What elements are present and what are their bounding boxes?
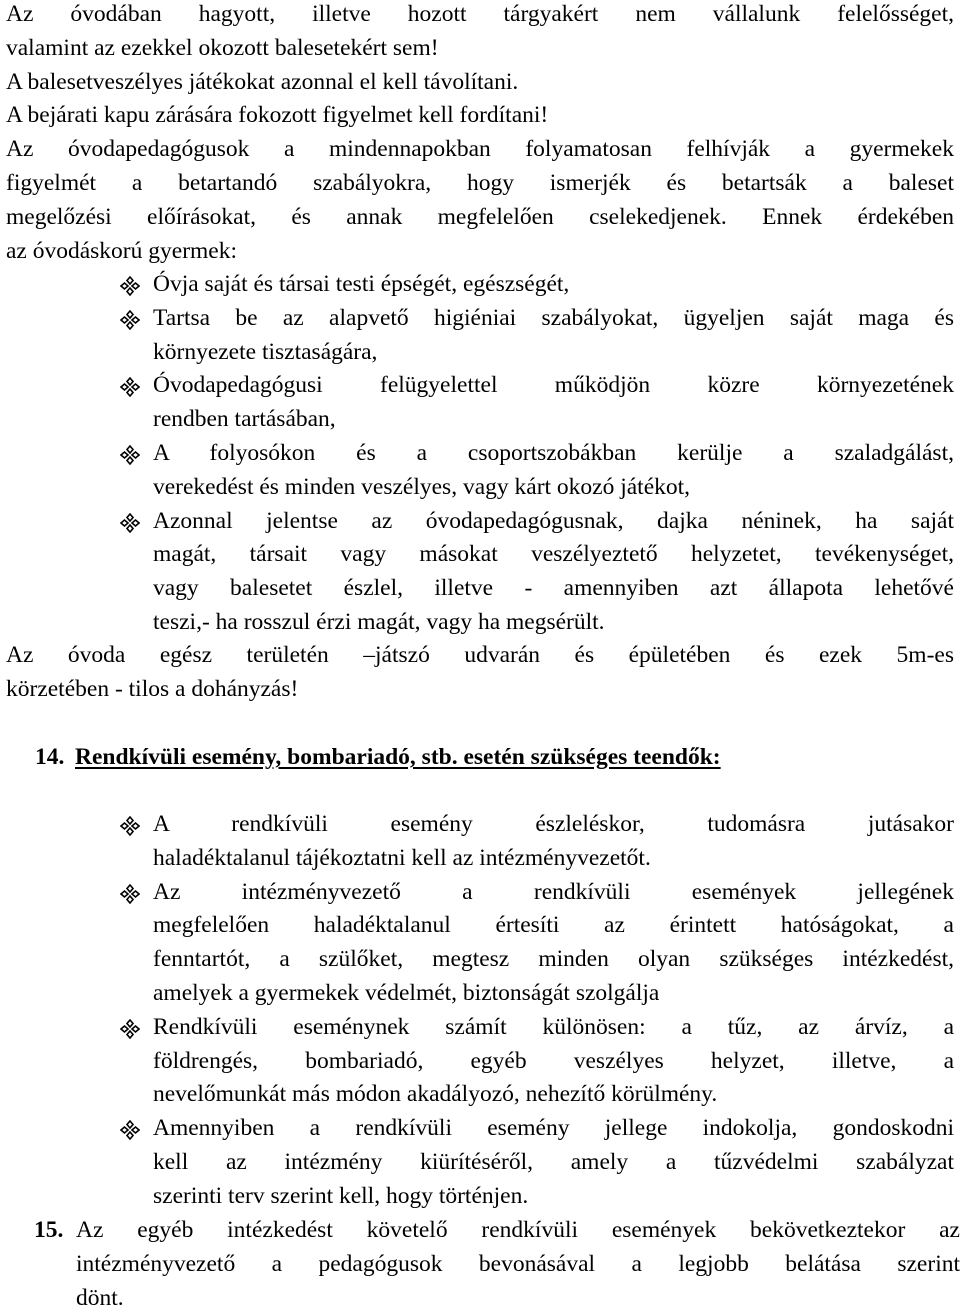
section-number: 14.: [35, 744, 65, 770]
text-line: földrengés, bombariadó, egyéb veszélyes helyzet, illetve, a: [153, 1047, 954, 1074]
text-line: A folyosókon és a csoportszobákban kerülje a szaladgálást,: [153, 439, 954, 466]
diamond-bullet-icon: [120, 505, 142, 539]
text-line: Az óvodapedagógusok a mindennapokban folyamatosan felhívják a gyermekek: [6, 136, 954, 163]
text-line: verekedést és minden veszélyes, vagy kárt okozó játékot,: [153, 473, 691, 500]
text-line: Rendkívüli eseménynek számít különösen: a tűz, az árvíz, a: [153, 1013, 954, 1040]
diamond-bullet-icon: [120, 808, 142, 842]
text-line: környezete tisztaságára,: [153, 338, 378, 365]
text-line: Óvodapedagógusi felügyelettel működjön közre környezetének: [153, 372, 954, 399]
text-line: A bejárati kapu zárására fokozott figyelmet kell fordítani!: [6, 102, 549, 129]
section-14-heading: [35, 740, 721, 774]
diamond-bullet-icon: [120, 1011, 142, 1045]
list-item: [6, 876, 954, 1011]
diamond-bullet-icon: [120, 1112, 142, 1146]
diamond-bullet-icon: [120, 369, 142, 403]
list-item: [6, 268, 954, 302]
text-line: Amennyiben a rendkívüli esemény jellege indokolja, gondoskodni: [153, 1115, 954, 1142]
list-item: [6, 369, 954, 437]
text-line: vagy balesetet észlel, illetve - amennyiben azt állapota lehetővé: [153, 575, 954, 602]
diamond-bullet-icon: [120, 302, 142, 336]
text-line: fenntartót, a szülőket, megtesz minden olyan szükséges intézkedést,: [153, 946, 954, 973]
text-line: nevelőmunkát más módon akadályozó, nehezítő körülmény.: [153, 1081, 718, 1108]
text-line: szerinti terv szerint kell, hogy történjen.: [153, 1182, 529, 1209]
emergency-list: [6, 808, 954, 1214]
text-line: A balesetveszélyes játékokat azonnal el kell távolítani.: [6, 68, 519, 95]
text-line: dönt.: [76, 1284, 124, 1311]
text-line: Az egyéb intézkedést követelő rendkívüli események bekövetkeztekor az: [76, 1217, 960, 1243]
text-line: megfelelően haladéktalanul értesíti az érintett hatóságokat, a: [153, 912, 954, 939]
text-line: haladéktalanul tájékoztatni kell az intézményvezetőt.: [153, 844, 651, 871]
intro-paragraph: [6, 0, 954, 268]
text-line: intézményvezető a pedagógusok bevonásával a legjobb belátása szerint: [76, 1250, 960, 1277]
text-line: az óvodáskorú gyermek:: [6, 237, 238, 264]
smoking-paragraph: [6, 639, 954, 707]
section-title: Rendkívüli esemény, bombariadó, stb. esetén szükséges teendők:: [75, 744, 721, 770]
text-line: Tartsa be az alapvető higiéniai szabályokat, ügyeljen saját maga és: [153, 304, 954, 331]
list-item: [6, 808, 954, 876]
text-line: amelyek a gyermekek védelmét, biztonságát szolgálja: [153, 979, 660, 1006]
list-item: [6, 505, 954, 640]
text-line: Az óvodában hagyott, illetve hozott tárgyakért nem vállalunk felelősséget,: [6, 1, 954, 27]
text-line: Az intézményvezető a rendkívüli események jellegének: [153, 878, 954, 905]
section-number: 15.: [34, 1217, 64, 1243]
section-body: [76, 1214, 960, 1315]
text-line: A rendkívüli esemény észleléskor, tudomásra jutásakor: [153, 811, 954, 837]
list-item: [6, 302, 954, 370]
child-rules-list: [6, 268, 954, 640]
diamond-bullet-icon: [120, 268, 142, 302]
text-line: Óvja saját és társai testi épségét, egészségét,: [153, 271, 570, 297]
text-line: Az óvoda egész területén –játszó udvarán és épületében és ezek 5m-es: [6, 642, 954, 668]
diamond-bullet-icon: [120, 437, 142, 471]
list-item: [6, 1011, 954, 1112]
text-line: kell az intézmény kiürítéséről, amely a tűzvédelmi szabályzat: [153, 1148, 954, 1175]
text-line: rendben tartásában,: [153, 406, 336, 433]
text-line: körzetében - tilos a dohányzás!: [6, 675, 299, 702]
diamond-bullet-icon: [120, 876, 142, 910]
section-15: [34, 1214, 960, 1315]
text-line: magát, társait vagy másokat veszélyeztető helyzetet, tevékenységet,: [153, 541, 954, 568]
text-line: Azonnal jelentse az óvodapedagógusnak, dajka néninek, ha saját: [153, 507, 954, 534]
list-item: [6, 437, 954, 505]
list-item: [6, 1112, 954, 1213]
text-line: figyelmét a betartandó szabályokra, hogy ismerjék és betartsák a baleset: [6, 169, 954, 196]
text-line: teszi,- ha rosszul érzi magát, vagy ha megsérült.: [153, 608, 605, 635]
text-line: valamint az ezekkel okozott balesetekért sem!: [6, 34, 439, 61]
text-line: megelőzési előírásokat, és annak megfelelően cselekedjenek. Ennek érdekében: [6, 203, 954, 230]
